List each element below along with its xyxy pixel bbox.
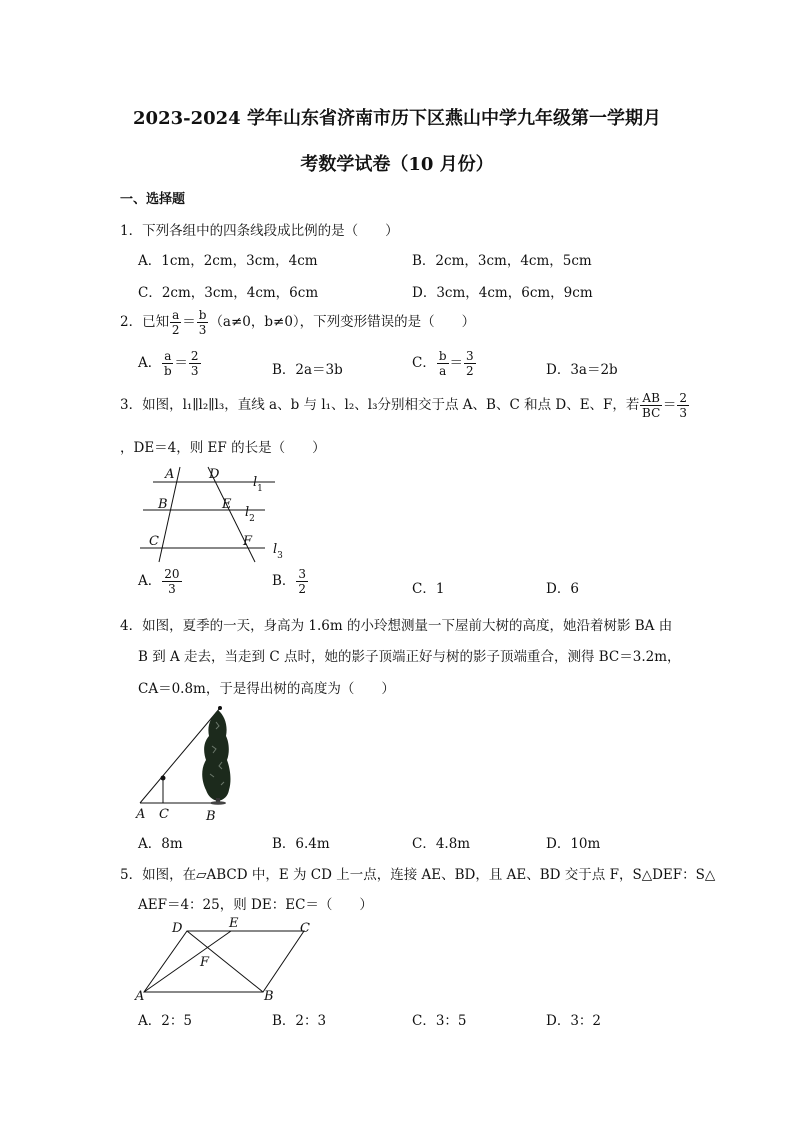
- q4-option-c: C．4.8m: [412, 836, 471, 852]
- label-A: A: [135, 989, 145, 1004]
- question-5-line2: AEF＝4：25，则 DE：EC＝（ ）: [138, 897, 373, 913]
- q3-option-a: A． $\frac{20}{3}$: [138, 567, 180, 596]
- question-4-line1: 4．如图，夏季的一天，身高为 1.6m 的小玲想测量一下屋前大树的高度，她沿着树影 BA 由: [120, 618, 673, 634]
- label-B: B: [158, 497, 168, 512]
- q4-option-d: D．10m: [546, 836, 601, 852]
- label-l1: $l_1$: [253, 475, 263, 494]
- label-A: A: [136, 807, 146, 822]
- question-4-line3: CA＝0.8m，于是得出树的高度为（ ）: [138, 681, 395, 697]
- q5-option-a: A．2：5: [138, 1013, 192, 1029]
- q2-option-a: A． $\frac{a}{b}$ ＝ $\frac{2}{3}$: [138, 349, 199, 378]
- q4-option-b: B．6.4m: [272, 836, 330, 852]
- q1-option-b: B．2cm，3cm，4cm，5cm: [412, 253, 592, 269]
- q3-option-b: B． $\frac{3}{2}$: [272, 567, 307, 596]
- person-head-dot: [161, 776, 166, 781]
- q2-option-d: D．3a＝2b: [546, 362, 618, 378]
- question-3-stem: 3．如图，l₁∥l₂∥l₃，直线 a、b 与 l₁、l₂、l₃分别相交于点 A、B、C 和点 D、E、F，若 $\frac{AB}{BC}$ ＝ $\frac{2}{3}$: [120, 391, 688, 420]
- q1-option-d: D．3cm，4cm，6cm，9cm: [412, 285, 593, 301]
- page-title-line1: 2023-2024 学年山东省济南市历下区燕山中学九年级第一学期月: [133, 108, 661, 129]
- label-A: A: [165, 467, 175, 482]
- label-E: E: [229, 916, 239, 931]
- label-C: C: [149, 534, 159, 549]
- q1-option-c: C．2cm，3cm，4cm，6cm: [138, 285, 319, 301]
- section-heading: 一、选择题: [120, 192, 186, 207]
- q3-option-c: C．1: [412, 581, 445, 597]
- label-l3: $l_3$: [273, 542, 283, 561]
- q1-option-a: A．1cm，2cm，3cm，4cm: [138, 253, 318, 269]
- label-B: B: [206, 809, 216, 824]
- segment-ae: [144, 931, 231, 992]
- q5-parallelogram-figure: [132, 914, 322, 1006]
- question-4-line2: B 到 A 走去，当走到 C 点时，她的影子顶端正好与树的影子顶端重合，测得 BC＝3.2m，: [138, 649, 681, 665]
- label-C: C: [159, 807, 169, 822]
- q4-option-a: A．8m: [138, 836, 183, 852]
- q5-option-c: C．3：5: [412, 1013, 467, 1029]
- q5-option-b: B．2：3: [272, 1013, 327, 1029]
- label-B: B: [264, 989, 274, 1004]
- question-2-stem: 2．已知 $\frac{a}{2}$ ＝ $\frac{b}{3}$ （a≠0，b≠0），下列变形错误的是（ ）: [120, 308, 476, 337]
- q2-option-b: B．2a＝3b: [272, 362, 343, 378]
- question-5-line1: 5．如图，在▱ABCD 中，E 为 CD 上一点，连接 AE、BD，且 AE、BD 交于点 F，S△DEF：S△: [120, 867, 716, 883]
- q4-tree-shadow-figure: [132, 702, 242, 824]
- segment-bd: [187, 931, 263, 992]
- label-l2: $l_2$: [245, 505, 255, 524]
- label-E: E: [222, 497, 232, 512]
- parallelogram-abcd: [144, 931, 304, 992]
- label-F: F: [200, 955, 210, 970]
- tree-top-dot: [218, 706, 222, 710]
- q5-option-d: D．3：2: [546, 1013, 602, 1029]
- q2-option-c: C． $\frac{b}{a}$ ＝ $\frac{3}{2}$: [412, 349, 474, 378]
- question-3-stem-2: ，DE＝4，则 EF 的长是（ ）: [120, 440, 326, 456]
- question-1-stem: 1．下列各组中的四条线段成比例的是（ ）: [120, 223, 399, 239]
- label-C: C: [300, 921, 310, 936]
- label-F: F: [243, 534, 253, 549]
- q3-parallel-lines-figure: [135, 462, 295, 564]
- page-title-line2: 考数学试卷（10 月份）: [300, 154, 494, 175]
- label-D: D: [209, 467, 220, 482]
- label-D: D: [172, 921, 183, 936]
- q3-option-d: D．6: [546, 581, 579, 597]
